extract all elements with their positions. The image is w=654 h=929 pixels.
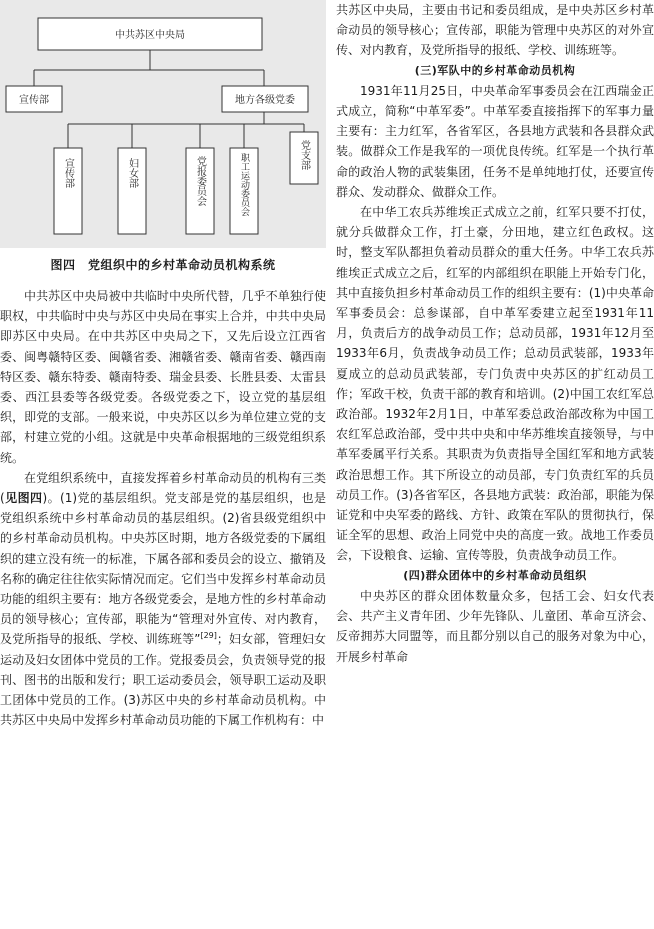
node-boxes (6, 18, 318, 234)
section-heading-4: (四)群众团体中的乡村革命动员组织 (403, 568, 587, 582)
citation-marker: [29] (200, 631, 217, 641)
right-body-text (336, 0, 654, 667)
left-paragraph-2-part-b: )。(1)党的基层组织。党支部是党的基层组织，也是党组织系统中乡村革命动员的基层组织。(2)省县级党组织中的乡村革命动员机构。中央苏区时期，地方各级党委的下属组织的建立没有统一的标准，下属各部和委员会的设立、撤销及名称的确定往往依实际情况而定。它们当中发挥乡村革命动员功能的组织主要有：地方各级党委会，是地方性的乡村革命动员的领导核心；宣传部，职能为“管理对外宣传、对内教育，及党所指导的报纸、学校、训练班等” (0, 491, 326, 647)
right-paragraph-1: 1931年11月25日，中央革命军事委员会在江西瑞金正式成立，简称“中革军委”。中革军委直接指挥下的军事力量主要有：主力红军，各省军区，各县地方武装和各县群众武装。做群众工作是我军的一项优良传统。红军是一个执行革命的政治人物的武装集团，任务不是单纯地打仗，还要宣传群众、发动群众、做群众工作。 (336, 83, 654, 199)
node-propaganda-dept-2-label: 宣传部 (62, 158, 74, 188)
figure-reference: 见图四 (4, 491, 43, 506)
left-body-text (0, 286, 326, 730)
left-paragraph-2-part-c: ；妇女部，管理妇女运动及妇女团体中党员的工作。党报委员会，负责领导党的报刊、图书的出版和发行；职工运动委员会，领导职工运动及职工团体中党员的工作。(3)苏区中央的乡村革命动员机构。中共苏区中央局中发挥乡村革命动员功能的下属工作机构有：中 (0, 632, 326, 728)
right-paragraph-0: 共苏区中央局，主要由书记和委员组成，是中央苏区乡村革命动员的领导核心；宣传部，职能为管理中央苏区的对外宣传、对内教育，及党所指导的报纸、学校、训练班等。 (336, 3, 654, 58)
section-heading-3: (三)军队中的乡村革命动员机构 (414, 63, 576, 77)
left-paragraph-2 (0, 468, 326, 731)
left-paragraph-1: 中共苏区中央局被中共临时中央所代替，几乎不单独行使职权，中共临时中央与苏区中央局在事实上合并，中共中央局即苏区中央局。在中共苏区中央局之下，又先后设立江西省委、闽粤赣特区委、闽赣省委、湘赣省委、赣南省委、赣西南特区委、赣东特委、赣南特委、瑞金县委、长胜县委、太雷县委、西江县委等各级党委。各级党委之下，设立党的基层组织，即党的支部。一般来说，中央苏区以乡为单位建立党的支部，村建立党的小组。这就是中央革命根据地的三级党组织系统。 (0, 289, 326, 465)
right-paragraph-3: 中央苏区的群众团体数量众多，包括工会、妇女代表会、共产主义青年团、少年先锋队、儿童团、革命互济会、反帝拥苏大同盟等，而且都分别以自己的服务对象为中心，开展乡村革命 (336, 588, 654, 664)
org-chart-figure (0, 0, 326, 248)
org-chart-diagram (0, 0, 326, 248)
node-women-dept-label: 妇女部 (126, 158, 138, 188)
node-central-bureau-label: 中共苏区中央局 (115, 30, 185, 41)
right-paragraph-2: 在中华工农兵苏维埃正式成立之前，红军只要不打仗，就分兵做群众工作，打土豪，分田地，建立红色政权。这时，整支军队都担负着动员群众的重大任务。中华工农兵苏维埃正式成立之后，红军的内部组织在职能上开始专门化，其中直接负担乡村革命动员工作的组织主要有：(1)中央革命军事委员会：总参谋部，自中革军委建立起至1931年11月，负责后方的战争动员工作；总动员部，1931年12月至1933年6月，负责战争动员工作；总动员武装部，1933年夏成立的总动员武装部，专门负责中央苏区的扩红动员工作；军政干校，负责干部的教育和培训。(2)中国工农红军总政治部。1932年2月1日，中革军委总政治部改称为中国工农红军总政治部，受中共中央和中华苏维埃直接领导，与中革军委属平行关系。其职责为负责指导全国红军和地方武装政治思想工作。其下所设立的动员部，专门负责红军的兵员动员工作。(3)各省军区，各县地方武装：政治部，职能为保证党和中央军委的路线、方针、政策在军队的贯彻执行，保证全军的思想、政治上同党中央的高度一致。战地工作委员会，下设粮食、运输、宣传等股，负责战争动员工作。 (336, 205, 654, 563)
left-paragraph-2-part-a: 在党组织系统中，直接发挥着乡村革命动员的机构有三类( (0, 470, 326, 506)
node-party-press-label: 党报委员会 (194, 156, 206, 206)
figure-caption: 图四 党组织中的乡村革命动员机构系统 (50, 258, 276, 272)
node-local-committees-label: 地方各级党委 (235, 95, 295, 106)
node-labor-movement-label: 职工运动委员会 (239, 153, 249, 216)
node-party-branch-label: 党支部 (298, 140, 310, 170)
node-propaganda-dept-label: 宣传部 (19, 95, 49, 106)
